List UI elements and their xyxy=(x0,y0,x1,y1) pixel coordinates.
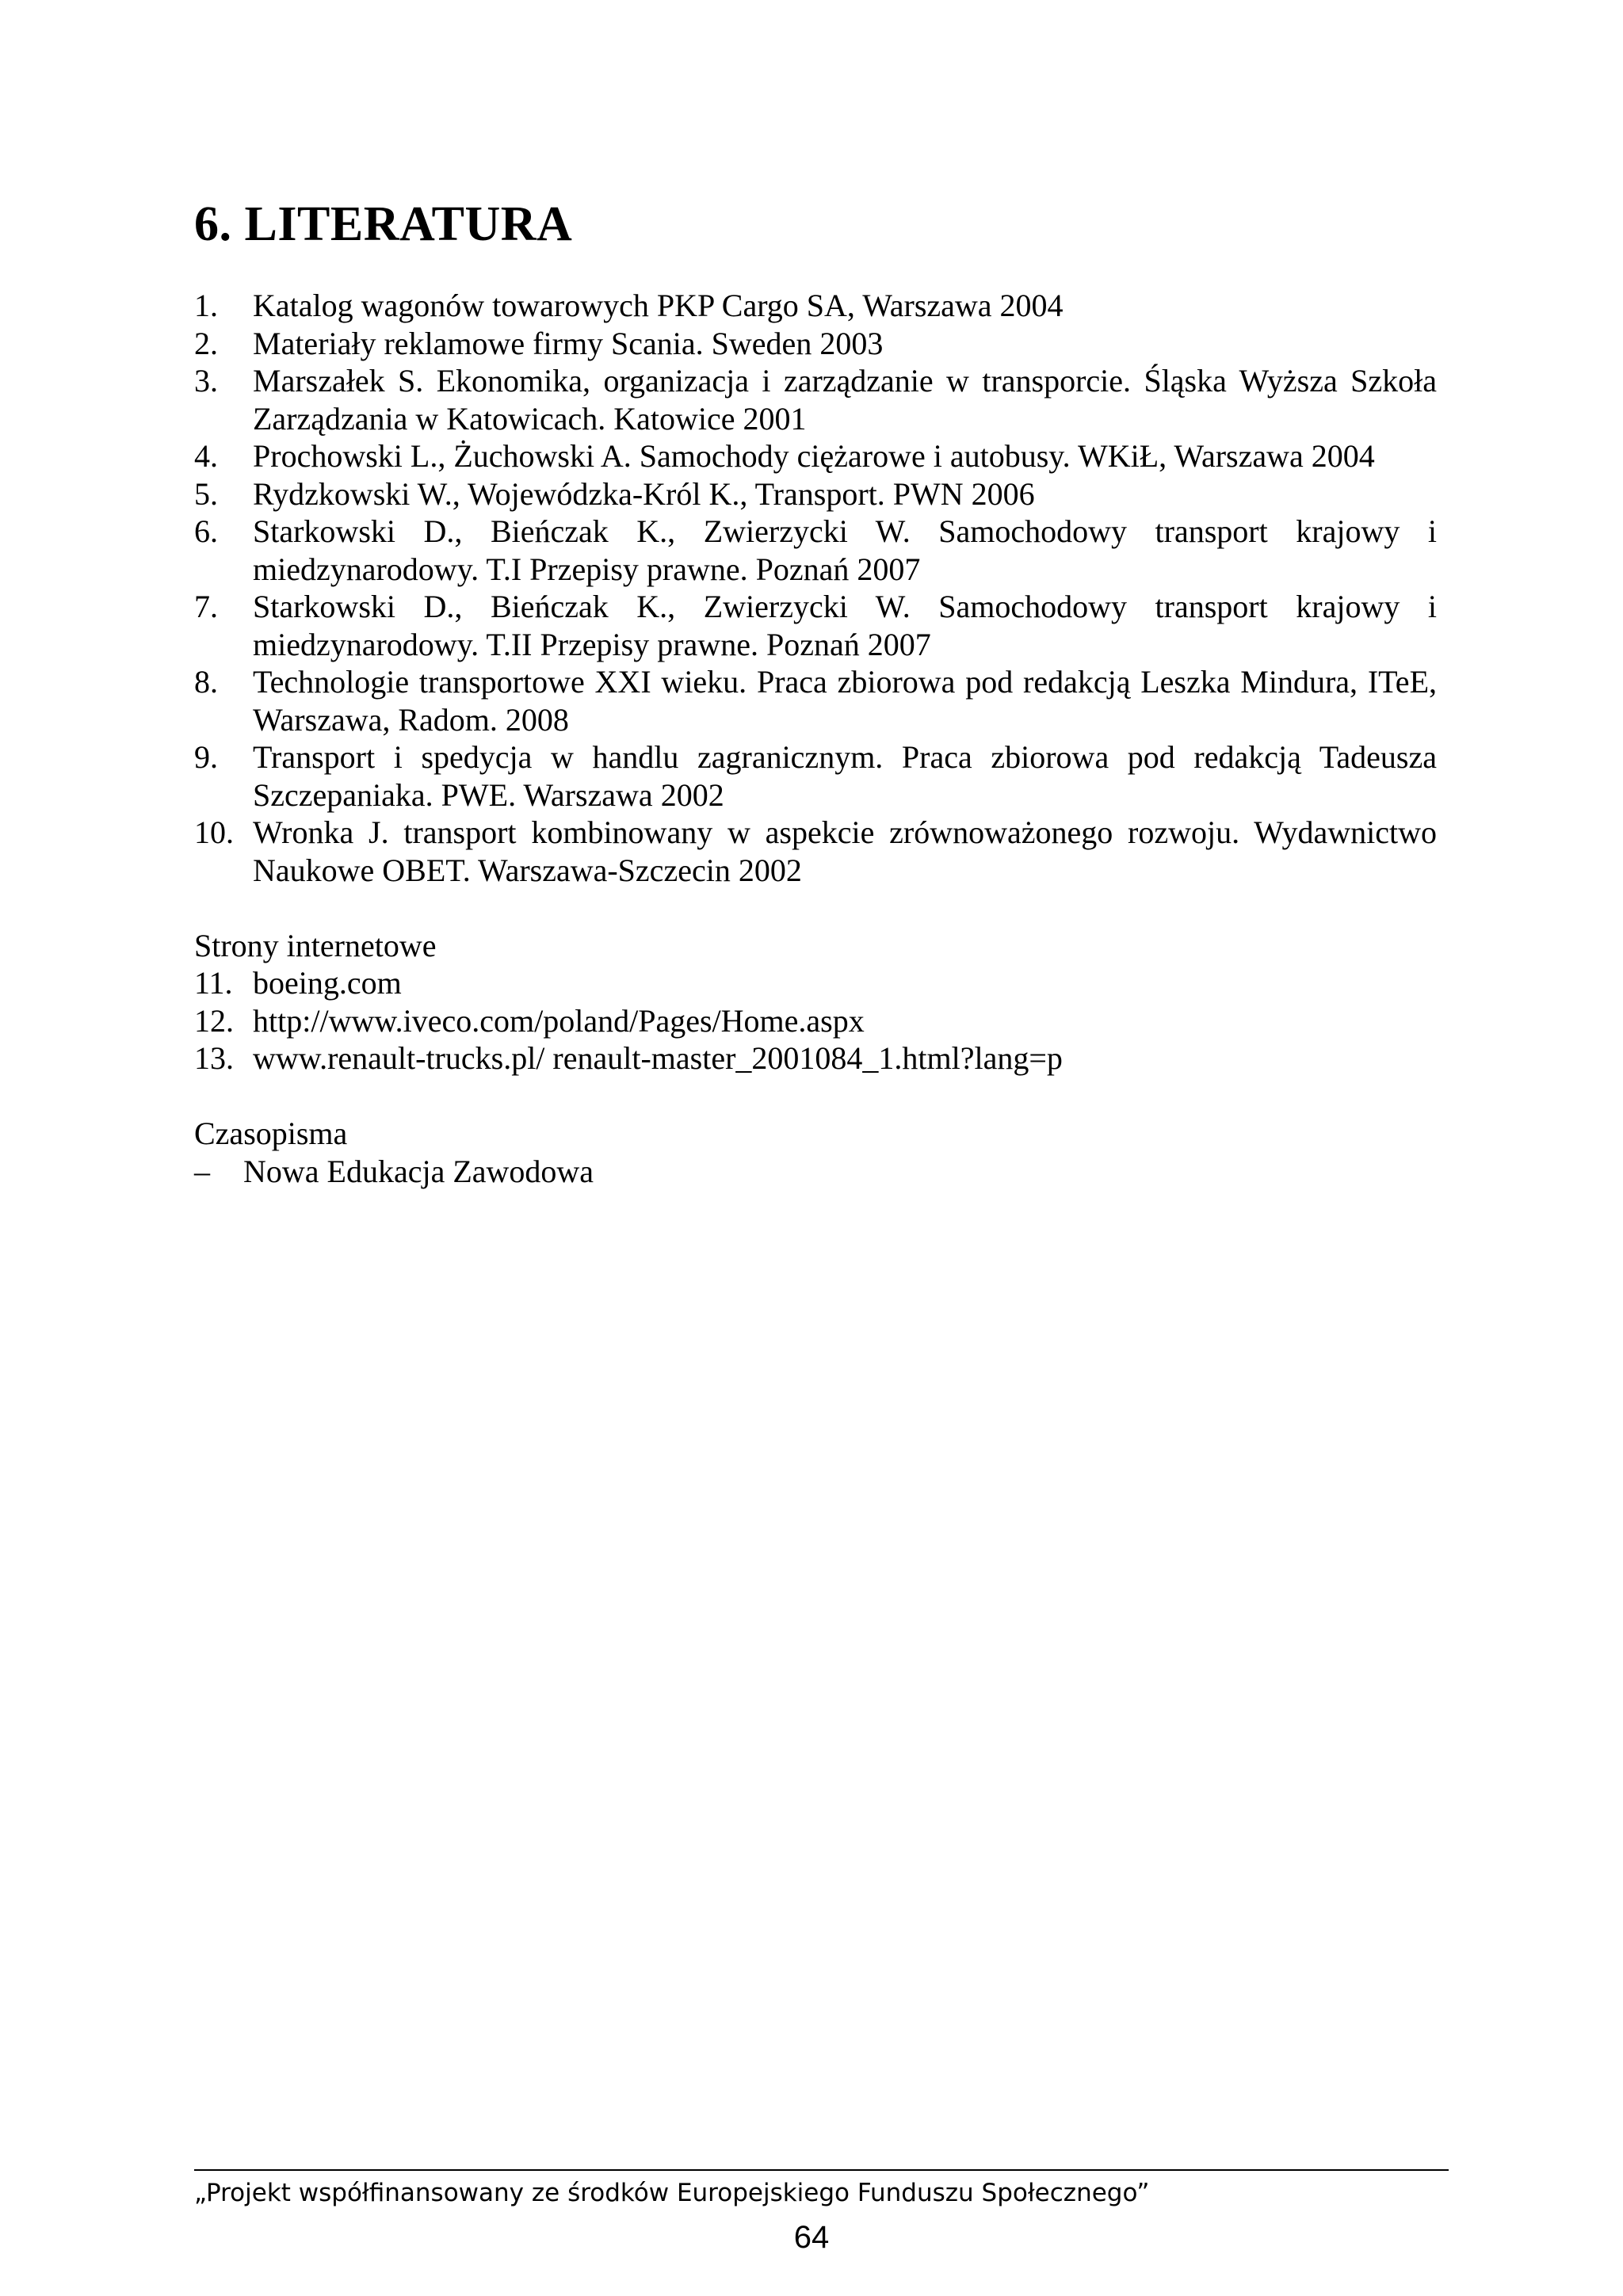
item-number: 6. xyxy=(194,513,218,549)
item-number: 5. xyxy=(194,475,218,512)
item-number: 7. xyxy=(194,589,218,624)
item-text: Wronka J. transport kombinowany w aspekcie zrównoważonego rozwoju. Wydawnictwo Naukowe OBET. Warszawa-Szczecin 2002 xyxy=(253,814,1437,888)
item-number: 3. xyxy=(194,363,218,399)
list-item xyxy=(194,437,1437,475)
page-title: 6. LITERATURA xyxy=(194,197,573,251)
footer-note: „Projekt współfinansowany ze środków Europejskiego Funduszu Społecznego” xyxy=(194,2179,1150,2207)
list-item xyxy=(194,663,1437,738)
item-text: Marszałek S. Ekonomika, organizacja i zarządzanie w transporcie. Śląska Wyższa Szkoła Zarządzania w Katowicach. Katowice 2001 xyxy=(253,363,1437,437)
list-item xyxy=(194,362,1437,437)
websites-heading: Strony internetowe xyxy=(194,927,437,963)
website-link: http://www.iveco.com/poland/Pages/Home.aspx xyxy=(253,1002,865,1039)
section-spacer xyxy=(194,889,1437,927)
journals-heading: Czasopisma xyxy=(194,1116,348,1151)
website-link: www.renault-trucks.pl/ renault-master_2001084_1.html?lang=p xyxy=(253,1040,1063,1076)
item-text: Transport i spedycja w handlu zagranicznym. Praca zbiorowa pod redakcją Tadeusza Szczepaniaka. PWE. Warszawa 2002 xyxy=(253,739,1437,813)
page-number: 64 xyxy=(793,2220,830,2255)
item-number: 12. xyxy=(194,1002,234,1039)
item-number: 10. xyxy=(194,814,234,850)
section-spacer xyxy=(194,1077,1437,1116)
bibliography-body xyxy=(194,287,1437,1190)
list-item xyxy=(194,1039,1437,1077)
list-item xyxy=(194,513,1437,588)
item-text: Starkowski D., Bieńczak K., Zwierzycki W. Samochodowy transport krajowy i miedzynarodowy. T.I Przepisy prawne. Poznań 2007 xyxy=(253,513,1437,587)
list-item xyxy=(194,588,1437,663)
item-number: 2. xyxy=(194,325,218,361)
item-text: Materiały reklamowe firmy Scania. Sweden 2003 xyxy=(253,325,884,361)
reference-list xyxy=(194,287,1437,889)
item-number: 1. xyxy=(194,288,218,323)
item-number: 8. xyxy=(194,664,218,700)
list-item xyxy=(194,287,1437,325)
list-item xyxy=(194,325,1437,363)
list-item xyxy=(194,738,1437,814)
journal-list xyxy=(194,1153,1437,1191)
item-text: Rydzkowski W., Wojewódzka-Król K., Transport. PWN 2006 xyxy=(253,475,1035,512)
list-item xyxy=(194,1002,1437,1040)
item-text: Technologie transportowe XXI wieku. Praca zbiorowa pod redakcją Leszka Mindura, ITeE, Warszawa, Radom. 2008 xyxy=(253,664,1437,738)
footer-divider xyxy=(194,2169,1449,2171)
item-text: Katalog wagonów towarowych PKP Cargo SA, Warszawa 2004 xyxy=(253,288,1064,323)
item-number: 9. xyxy=(194,739,218,775)
dash-bullet: – xyxy=(194,1153,210,1189)
item-number: 13. xyxy=(194,1040,234,1076)
website-link: boeing.com xyxy=(253,965,402,1001)
list-item xyxy=(194,964,1437,1002)
list-item xyxy=(194,1153,1437,1191)
item-number: 11. xyxy=(194,965,233,1001)
website-list xyxy=(194,964,1437,1077)
list-item xyxy=(194,814,1437,889)
list-item xyxy=(194,475,1437,513)
item-text: Nowa Edukacja Zawodowa xyxy=(243,1153,594,1189)
item-number: 4. xyxy=(194,438,218,474)
item-text: Starkowski D., Bieńczak K., Zwierzycki W. Samochodowy transport krajowy i miedzynarodowy. T.II Przepisy prawne. Poznań 2007 xyxy=(253,589,1437,662)
item-text: Prochowski L., Żuchowski A. Samochody ciężarowe i autobusy. WKiŁ, Warszawa 2004 xyxy=(253,438,1375,474)
